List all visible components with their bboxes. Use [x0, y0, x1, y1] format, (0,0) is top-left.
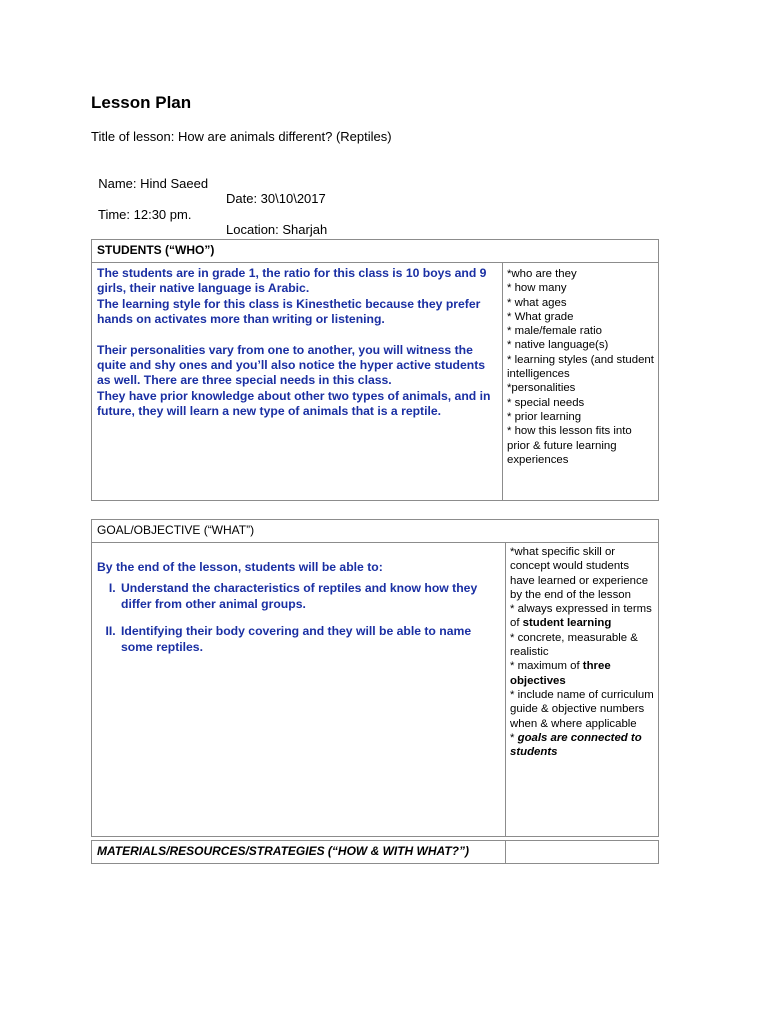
prompt-item: * how many	[507, 282, 567, 295]
prompt-item: *who are they	[507, 268, 577, 280]
objective-item: I. Understand the characteristics of reptiles and know how they differ from other animal groups.	[119, 581, 500, 612]
objectives-list	[97, 581, 500, 655]
goal-prompt-4: * maximum of three objectives	[510, 660, 611, 687]
date-field: Date: 30\10\2017	[226, 191, 326, 206]
goal-prompt-3: * concrete, measurable & realistic	[510, 631, 638, 659]
lesson-title-line: Title of lesson: How are animals different? (Reptiles)	[91, 129, 392, 144]
students-header-cell	[92, 240, 659, 263]
prompt-item: * what ages	[507, 296, 567, 309]
goals-prompts-cell	[506, 543, 659, 837]
prompt-item: * learning styles (and student intelligences	[507, 353, 654, 381]
goals-header: GOAL/OBJECTIVE (“WHAT”)	[97, 523, 255, 537]
goals-description	[92, 543, 505, 655]
goals-intro: By the end of the lesson, students will be able to:	[97, 560, 383, 574]
name-field: Name: Hind Saeed	[98, 176, 209, 191]
goal-prompt-2: * always expressed in terms of student learning	[510, 603, 652, 630]
goals-table	[91, 519, 659, 837]
students-prompts-cell	[503, 263, 659, 501]
materials-side-cell	[506, 841, 659, 864]
goals-content-cell	[92, 543, 506, 837]
students-paragraph-3: Their personalities vary from one to another, you will witness the quite and shy ones and you’ll also notice the hyper active students as well. There are three special needs in this class.	[97, 342, 486, 388]
location-field: Location: Sharjah	[226, 222, 328, 237]
students-description	[92, 263, 502, 420]
time-field: Time: 12:30 pm.	[98, 207, 192, 222]
students-paragraph-2: The learning style for this class is Kinesthetic because they prefer hands on activates more than writing or listening.	[97, 296, 481, 327]
goal-prompt-5: * include name of curriculum guide & objective numbers when & where applicable	[510, 688, 654, 730]
objective-item: II. Identifying their body covering and they will be able to name some reptiles.	[119, 624, 500, 655]
goals-prompts	[506, 543, 658, 759]
students-paragraph-4: They have prior knowledge about other two types of animals, and in future, they will learn a new type of animals that is a reptile.	[97, 388, 491, 419]
prompt-item: * how this lesson fits into prior & future learning experiences	[507, 425, 632, 466]
prompt-item: * What grade	[507, 310, 574, 323]
prompt-item: * special needs	[507, 396, 585, 409]
goal-prompt-4-emphasis: three objectives	[510, 660, 611, 687]
prompt-item: * male/female ratio	[507, 325, 602, 338]
students-prompts	[503, 263, 658, 467]
goal-prompt-6: * goals are connected to students	[510, 731, 642, 759]
students-header: STUDENTS (“WHO”)	[97, 243, 215, 257]
materials-header-cell	[92, 841, 506, 864]
goal-prompt-1: *what specific skill or concept would students have learned or experience by the end of the lesson	[510, 546, 649, 601]
students-content-cell	[92, 263, 503, 501]
goals-header-cell	[92, 520, 659, 543]
goal-prompt-2-emphasis: student learning	[522, 617, 612, 630]
materials-table	[91, 840, 659, 864]
prompt-item: *personalities	[507, 382, 576, 395]
materials-header: MATERIALS/RESOURCES/STRATEGIES (“HOW & WITH WHAT?”)	[97, 844, 469, 858]
page-title: Lesson Plan	[91, 93, 192, 112]
goal-prompt-6-emphasis: goals are connected to students	[510, 731, 642, 759]
prompt-item: * native language(s)	[507, 339, 609, 352]
students-table	[91, 239, 659, 501]
students-paragraph-1: The students are in grade 1, the ratio for this class is 10 boys and 9 girls, their native language is Arabic.	[97, 266, 487, 296]
prompt-item: * prior learning	[507, 410, 582, 423]
